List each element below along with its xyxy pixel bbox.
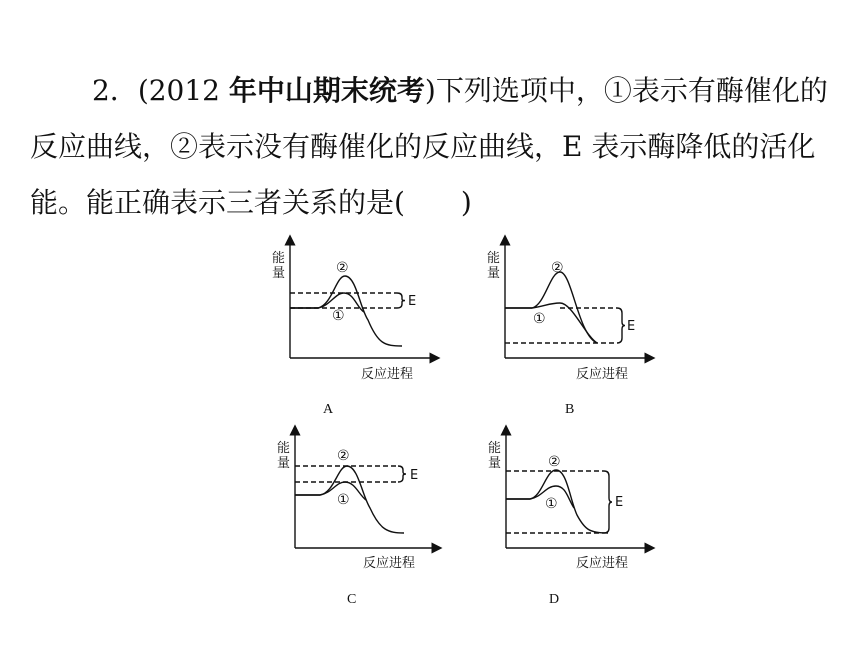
energy-label: E <box>408 294 417 309</box>
option-a[interactable]: A <box>323 402 334 417</box>
y-axis-label-top: 能 <box>272 251 286 266</box>
y-axis-label-bottom: 量 <box>488 456 502 471</box>
question-text-3: 能。能正确表示三者关系的是( ) <box>30 186 472 219</box>
x-axis-label: 反应进程 <box>361 367 414 382</box>
question-number: 2．(2012 <box>92 74 229 107</box>
question-text-1: )下列选项中，①表示有酶催化的 <box>424 74 828 107</box>
curve-1-label: ① <box>533 311 546 327</box>
energy-label: E <box>615 495 624 510</box>
graph-c <box>295 430 437 548</box>
curve-2-label: ② <box>336 260 349 276</box>
curve-catalyzed <box>295 482 366 500</box>
graph-d <box>506 430 650 548</box>
y-axis-label-bottom: 量 <box>272 266 286 281</box>
curve-uncatalyzed <box>290 276 402 346</box>
curve-1-label: ① <box>545 496 558 512</box>
y-axis-label-bottom: 量 <box>277 456 291 471</box>
energy-label: E <box>627 319 636 334</box>
curve-2-label: ② <box>551 260 564 276</box>
curve-2-label: ② <box>337 448 350 464</box>
x-axis-label: 反应进程 <box>576 367 629 382</box>
energy-label: E <box>410 468 419 483</box>
question-source: 年中山期末统考 <box>228 74 425 107</box>
y-axis-label-bottom: 量 <box>487 266 501 281</box>
curve-1-label: ① <box>332 308 345 324</box>
option-b[interactable]: B <box>565 402 575 417</box>
option-c[interactable]: C <box>347 592 357 607</box>
x-axis-label: 反应进程 <box>363 556 416 571</box>
y-axis-label-top: 能 <box>487 251 501 266</box>
graph-b <box>505 240 650 358</box>
y-axis-label-top: 能 <box>277 441 291 456</box>
question-text-2: 反应曲线，②表示没有酶催化的反应曲线，E 表示酶降低的活化 <box>30 130 816 163</box>
option-d[interactable]: D <box>549 592 560 607</box>
curve-2-label: ② <box>548 454 561 470</box>
y-axis-label-top: 能 <box>488 441 502 456</box>
curve-1-label: ① <box>337 492 350 508</box>
x-axis-label: 反应进程 <box>576 556 629 571</box>
